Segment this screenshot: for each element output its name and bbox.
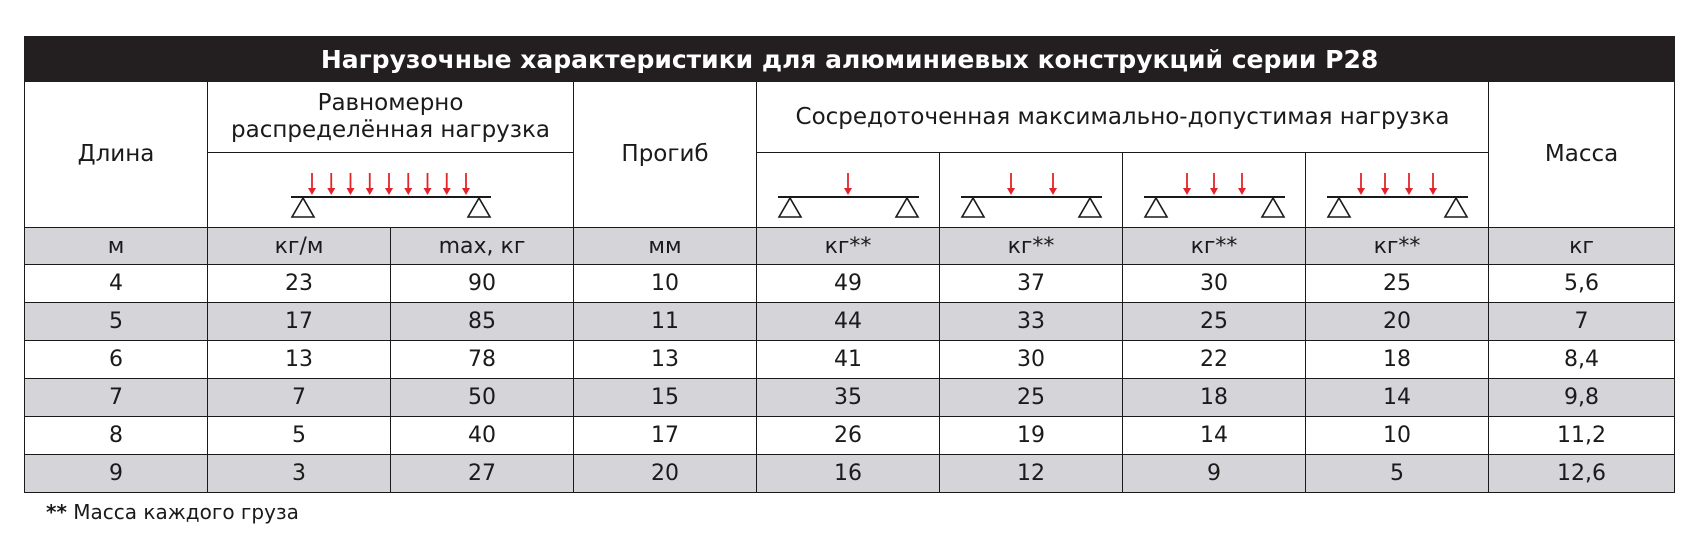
table-cell: 30 (940, 341, 1123, 379)
load-arrow-icon (1210, 188, 1218, 195)
table-cell: 40 (391, 417, 574, 455)
header-length: Длина (25, 82, 208, 228)
table-cell: 5,6 (1489, 265, 1675, 303)
table-cell: 19 (940, 417, 1123, 455)
table-cell: 9 (25, 455, 208, 493)
table-cell: 17 (574, 417, 757, 455)
point-load-diagram-4-cell (1306, 153, 1489, 228)
table-cell: 7 (208, 379, 391, 417)
table-cell: 7 (25, 379, 208, 417)
unit-cell: кг** (757, 228, 940, 265)
footnote-text: Масса каждого груза (66, 500, 299, 524)
header-deflection: Прогиб (574, 82, 757, 228)
table-cell: 5 (208, 417, 391, 455)
table-cell: 25 (1123, 303, 1306, 341)
point-load-diagram-4 (1315, 159, 1480, 221)
support-triangle-icon (896, 198, 918, 217)
table-cell: 18 (1306, 341, 1489, 379)
table-cell: 6 (25, 341, 208, 379)
support-triangle-icon (1328, 198, 1350, 217)
table-cell: 13 (574, 341, 757, 379)
load-characteristics-table (24, 36, 1675, 493)
point-load-diagram-1 (766, 159, 931, 221)
table-cell: 10 (574, 265, 757, 303)
load-arrow-icon (365, 188, 373, 195)
table-cell: 33 (940, 303, 1123, 341)
table-cell: 10 (1306, 417, 1489, 455)
header-concentrated-load: Сосредоточенная максимально-допустимая нагрузка (757, 82, 1489, 153)
load-table-container (24, 36, 1674, 493)
unit-cell: кг/м (208, 228, 391, 265)
table-cell: 44 (757, 303, 940, 341)
load-arrow-icon (327, 188, 335, 195)
load-arrow-icon (462, 188, 470, 195)
table-cell: 78 (391, 341, 574, 379)
table-cell: 20 (1306, 303, 1489, 341)
load-arrow-icon (1429, 188, 1437, 195)
support-triangle-icon (962, 198, 984, 217)
header-uniform-load (208, 82, 574, 153)
table-cell: 37 (940, 265, 1123, 303)
table-cell: 41 (757, 341, 940, 379)
table-row (25, 303, 1675, 341)
units-row (25, 228, 1675, 265)
table-cell: 26 (757, 417, 940, 455)
header-mass: Масса (1489, 82, 1675, 228)
load-arrow-icon (385, 188, 393, 195)
footnote (46, 500, 299, 524)
support-triangle-icon (779, 198, 801, 217)
load-arrow-icon (844, 188, 852, 195)
table-cell: 17 (208, 303, 391, 341)
table-cell: 30 (1123, 265, 1306, 303)
support-triangle-icon (1145, 198, 1167, 217)
table-cell: 3 (208, 455, 391, 493)
table-cell: 7 (1489, 303, 1675, 341)
support-triangle-icon (292, 198, 314, 217)
load-arrow-icon (1007, 188, 1015, 195)
footnote-mark: ** (46, 500, 67, 524)
load-arrow-icon (423, 188, 431, 195)
table-row (25, 341, 1675, 379)
table-cell: 35 (757, 379, 940, 417)
table-cell: 16 (757, 455, 940, 493)
unit-cell: м (25, 228, 208, 265)
support-triangle-icon (1079, 198, 1101, 217)
unit-cell: мм (574, 228, 757, 265)
load-arrow-icon (1381, 188, 1389, 195)
table-cell: 8,4 (1489, 341, 1675, 379)
table-cell: 90 (391, 265, 574, 303)
table-cell: 9,8 (1489, 379, 1675, 417)
table-cell: 14 (1306, 379, 1489, 417)
table-row (25, 379, 1675, 417)
header-uniform-line2: распределённая нагрузка (231, 117, 550, 143)
load-arrow-icon (404, 188, 412, 195)
table-cell: 9 (1123, 455, 1306, 493)
load-arrow-icon (1357, 188, 1365, 195)
load-arrow-icon (1405, 188, 1413, 195)
support-triangle-icon (1445, 198, 1467, 217)
load-arrow-icon (1183, 188, 1191, 195)
table-row (25, 417, 1675, 455)
table-cell: 49 (757, 265, 940, 303)
support-triangle-icon (468, 198, 490, 217)
table-cell: 13 (208, 341, 391, 379)
table-cell: 23 (208, 265, 391, 303)
unit-cell: кг** (940, 228, 1123, 265)
table-cell: 27 (391, 455, 574, 493)
table-title: Нагрузочные характеристики для алюминиевых конструкций серии P28 (25, 37, 1675, 82)
table-cell: 11 (574, 303, 757, 341)
point-load-diagram-2-cell (940, 153, 1123, 228)
unit-cell: кг (1489, 228, 1675, 265)
table-cell: 85 (391, 303, 574, 341)
point-load-diagram-3-cell (1123, 153, 1306, 228)
table-cell: 25 (940, 379, 1123, 417)
load-arrow-icon (346, 188, 354, 195)
load-arrow-icon (1238, 188, 1246, 195)
point-load-diagram-1-cell (757, 153, 940, 228)
load-arrow-icon (308, 188, 316, 195)
table-cell: 12,6 (1489, 455, 1675, 493)
table-cell: 12 (940, 455, 1123, 493)
uniform-load-diagram-cell (208, 153, 574, 228)
point-load-diagram-2 (949, 159, 1114, 221)
table-cell: 50 (391, 379, 574, 417)
table-cell: 25 (1306, 265, 1489, 303)
table-cell: 15 (574, 379, 757, 417)
table-cell: 14 (1123, 417, 1306, 455)
header-uniform-line1: Равномерно (317, 90, 464, 116)
uniform-load-diagram (276, 159, 506, 221)
unit-cell: кг** (1123, 228, 1306, 265)
table-cell: 22 (1123, 341, 1306, 379)
table-row (25, 265, 1675, 303)
table-cell: 5 (1306, 455, 1489, 493)
load-arrow-icon (1049, 188, 1057, 195)
table-cell: 20 (574, 455, 757, 493)
table-cell: 18 (1123, 379, 1306, 417)
table-row (25, 455, 1675, 493)
point-load-diagram-3 (1132, 159, 1297, 221)
load-arrow-icon (442, 188, 450, 195)
table-cell: 5 (25, 303, 208, 341)
table-cell: 8 (25, 417, 208, 455)
table-cell: 11,2 (1489, 417, 1675, 455)
unit-cell: max, кг (391, 228, 574, 265)
table-cell: 4 (25, 265, 208, 303)
support-triangle-icon (1262, 198, 1284, 217)
unit-cell: кг** (1306, 228, 1489, 265)
